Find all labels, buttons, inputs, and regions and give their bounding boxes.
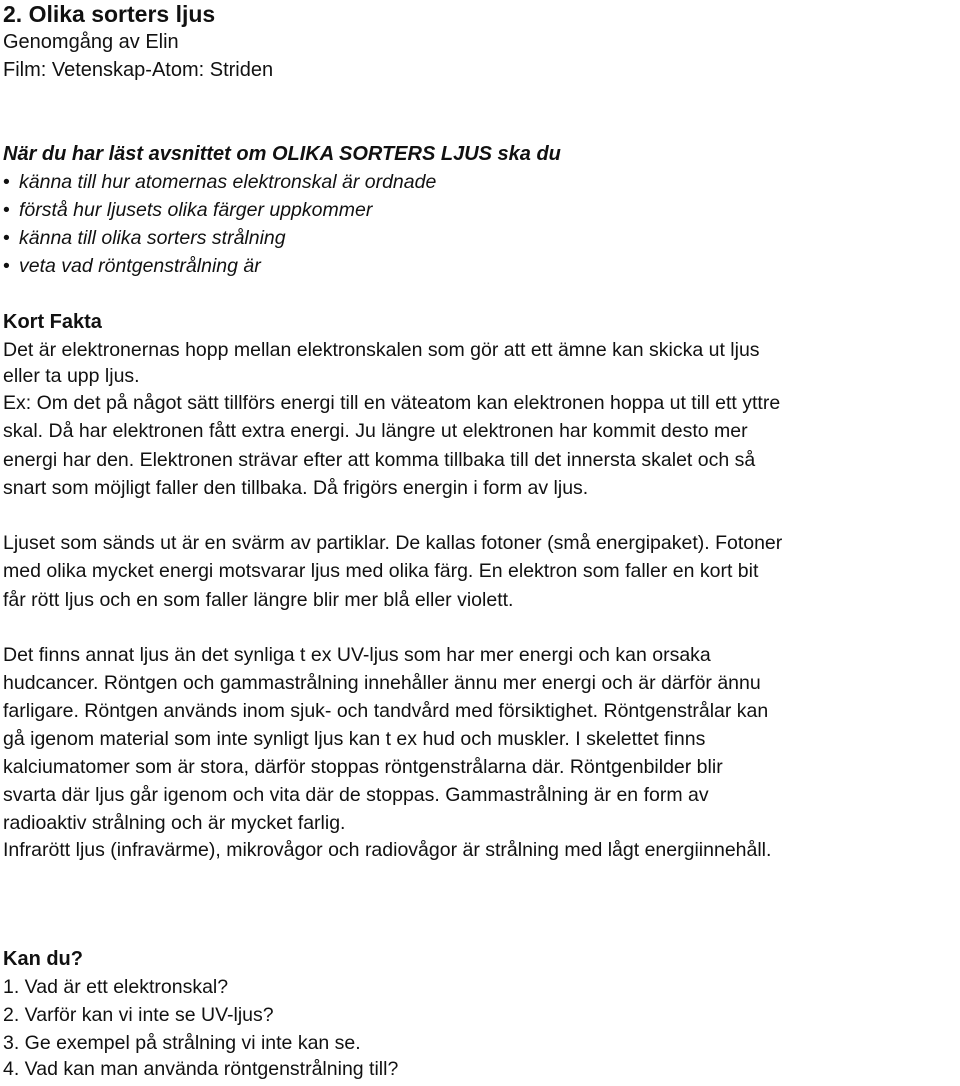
review-line: Genomgång av Elin bbox=[3, 31, 179, 53]
photon-text-line: med olika mycket energi motsvarar ljus med olika färg. En elektron som faller en kort bit bbox=[3, 560, 759, 582]
facts-text-line: Det är elektronernas hopp mellan elektronskalen som gör att ett ämne kan skicka ut ljus bbox=[3, 339, 760, 361]
question-item: 3. Ge exempel på strålning vi inte kan se. bbox=[3, 1032, 361, 1054]
objectives-heading: När du har läst avsnittet om OLIKA SORTERS LJUS ska du bbox=[3, 143, 561, 165]
radiation-text-line: gå igenom material som inte synligt ljus kan t ex hud och muskler. I skelettet finns bbox=[3, 728, 706, 750]
question-item: 4. Vad kan man använda röntgenstrålning till? bbox=[3, 1058, 399, 1080]
facts-heading: Kort Fakta bbox=[3, 311, 102, 333]
facts-text-line: eller ta upp ljus. bbox=[3, 365, 140, 387]
page-title: 2. Olika sorters ljus bbox=[3, 1, 216, 27]
photon-text-line: Ljuset som sänds ut är en svärm av partiklar. De kallas fotoner (små energipaket). Fotoner bbox=[3, 532, 783, 554]
facts-text-line: skal. Då har elektronen fått extra energi. Ju längre ut elektronen har kommit desto mer bbox=[3, 420, 748, 442]
radiation-text-line: radioaktiv strålning och är mycket farlig. bbox=[3, 812, 346, 834]
radiation-text-line: kalciumatomer som är stora, därför stoppas röntgenstrålarna där. Röntgenbilder blir bbox=[3, 756, 723, 778]
radiation-text-line: hudcancer. Röntgen och gammastrålning innehåller ännu mer energi och är därför ännu bbox=[3, 672, 761, 694]
radiation-text-line: Infrarött ljus (infravärme), mikrovågor och radiovågor är strålning med lågt energiinnehåll. bbox=[3, 839, 772, 861]
radiation-text-line: farligare. Röntgen används inom sjuk- och tandvård med försiktighet. Röntgenstrålar kan bbox=[3, 700, 769, 722]
objective-item: • veta vad röntgenstrålning är bbox=[3, 252, 261, 280]
film-line: Film: Vetenskap-Atom: Striden bbox=[3, 59, 274, 81]
question-item: 2. Varför kan vi inte se UV-ljus? bbox=[3, 1004, 274, 1026]
radiation-text-line: svarta där ljus går igenom och vita där de stoppas. Gammastrålning är en form av bbox=[3, 784, 709, 806]
question-item: 1. Vad är ett elektronskal? bbox=[3, 976, 229, 998]
objective-item: • förstå hur ljusets olika färger uppkommer bbox=[3, 196, 372, 224]
radiation-text-line: Det finns annat ljus än det synliga t ex UV-ljus som har mer energi och kan orsaka bbox=[3, 644, 711, 666]
facts-text-line: Ex: Om det på något sätt tillförs energi till en väteatom kan elektronen hoppa ut till ett yttre bbox=[3, 392, 781, 414]
objective-item: • känna till hur atomernas elektronskal är ordnade bbox=[3, 168, 436, 196]
facts-text-line: snart som möjligt faller den tillbaka. Då frigörs energin i form av ljus. bbox=[3, 477, 589, 499]
questions-heading: Kan du? bbox=[3, 948, 83, 970]
photon-text-line: får rött ljus och en som faller längre blir mer blå eller violett. bbox=[3, 589, 514, 611]
objective-item: • känna till olika sorters strålning bbox=[3, 224, 286, 252]
facts-text-line: energi har den. Elektronen strävar efter att komma tillbaka till det innersta skalet och så bbox=[3, 449, 756, 471]
